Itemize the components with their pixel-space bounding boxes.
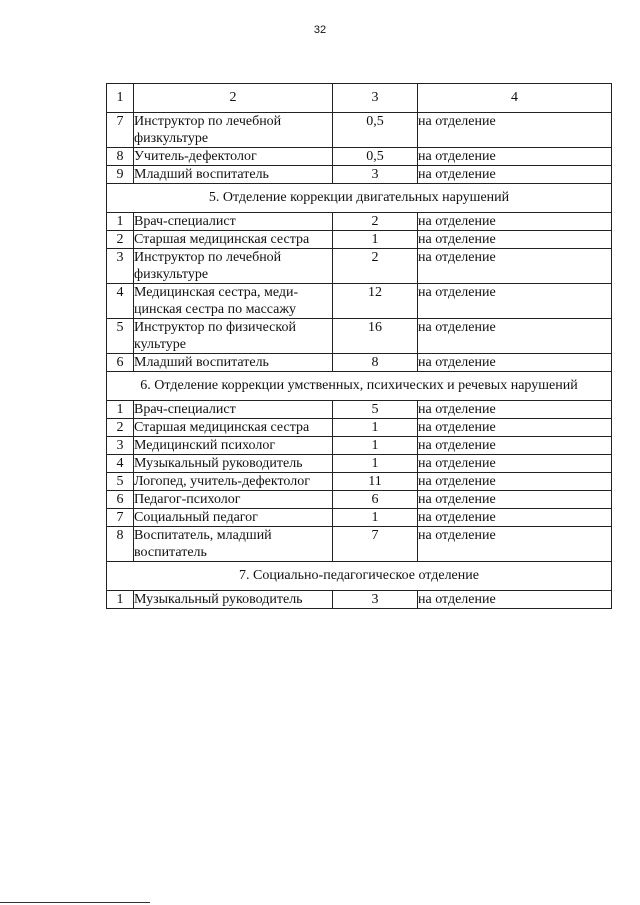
staff-unit: на отделение bbox=[418, 319, 612, 354]
row-number: 1 bbox=[107, 401, 134, 419]
staff-count: 2 bbox=[333, 249, 418, 284]
staff-unit: на отделение bbox=[418, 148, 612, 166]
table-row bbox=[107, 249, 612, 284]
row-number: 2 bbox=[107, 419, 134, 437]
row-number: 8 bbox=[107, 148, 134, 166]
position-name: Учитель-дефектолог bbox=[134, 148, 333, 166]
table-row bbox=[107, 455, 612, 473]
row-number: 4 bbox=[107, 284, 134, 319]
staff-unit: на отделение bbox=[418, 591, 612, 609]
staff-unit: на отделение bbox=[418, 249, 612, 284]
staff-unit: на отделение bbox=[418, 437, 612, 455]
row-number: 6 bbox=[107, 354, 134, 372]
table-header-row bbox=[107, 84, 612, 113]
staff-unit: на отделение bbox=[418, 455, 612, 473]
row-number: 5 bbox=[107, 473, 134, 491]
table-row bbox=[107, 491, 612, 509]
section-heading: 6. Отделение коррекции умственных, психических и речевых нарушений bbox=[107, 372, 612, 401]
row-number: 9 bbox=[107, 166, 134, 184]
staff-count: 0,5 bbox=[333, 148, 418, 166]
staff-count: 1 bbox=[333, 437, 418, 455]
table-row bbox=[107, 113, 612, 148]
staff-unit: на отделение bbox=[418, 527, 612, 562]
column-header: 3 bbox=[333, 84, 418, 113]
staff-count: 1 bbox=[333, 231, 418, 249]
table-row bbox=[107, 319, 612, 354]
row-number: 7 bbox=[107, 113, 134, 148]
staff-unit: на отделение bbox=[418, 113, 612, 148]
position-name: Старшая медицинская сестра bbox=[134, 419, 333, 437]
page-number: 32 bbox=[313, 24, 327, 36]
position-name: Инструктор по физической культуре bbox=[134, 319, 333, 354]
staff-unit: на отделение bbox=[418, 213, 612, 231]
position-name: Медицинский психолог bbox=[134, 437, 333, 455]
staff-unit: на отделение bbox=[418, 284, 612, 319]
staff-unit: на отделение bbox=[418, 401, 612, 419]
staff-unit: на отделение bbox=[418, 166, 612, 184]
position-name: Младший воспитатель bbox=[134, 166, 333, 184]
staff-count: 8 bbox=[333, 354, 418, 372]
staff-unit: на отделение bbox=[418, 419, 612, 437]
staff-unit: на отделение bbox=[418, 354, 612, 372]
position-name: Педагог-психолог bbox=[134, 491, 333, 509]
row-number: 1 bbox=[107, 213, 134, 231]
row-number: 2 bbox=[107, 231, 134, 249]
column-header: 1 bbox=[107, 84, 134, 113]
row-number: 3 bbox=[107, 249, 134, 284]
staff-count: 1 bbox=[333, 455, 418, 473]
position-name: Врач-специалист bbox=[134, 213, 333, 231]
position-name: Логопед, учитель-дефектолог bbox=[134, 473, 333, 491]
table-row bbox=[107, 354, 612, 372]
position-name: Инструктор по лечебной физкультуре bbox=[134, 113, 333, 148]
staff-count: 12 bbox=[333, 284, 418, 319]
staff-count: 1 bbox=[333, 419, 418, 437]
table-row bbox=[107, 419, 612, 437]
position-name: Социальный педагог bbox=[134, 509, 333, 527]
section-heading: 5. Отделение коррекции двигательных нарушений bbox=[107, 184, 612, 213]
table-row bbox=[107, 437, 612, 455]
position-name: Медицинская сестра, меди-цинская сестра по массажу bbox=[134, 284, 333, 319]
staff-count: 5 bbox=[333, 401, 418, 419]
staff-unit: на отделение bbox=[418, 509, 612, 527]
position-name: Старшая медицинская сестра bbox=[134, 231, 333, 249]
column-header: 4 bbox=[418, 84, 612, 113]
section-heading-row bbox=[107, 562, 612, 591]
staff-unit: на отделение bbox=[418, 231, 612, 249]
row-number: 7 bbox=[107, 509, 134, 527]
staff-count: 7 bbox=[333, 527, 418, 562]
table-row bbox=[107, 231, 612, 249]
table-row bbox=[107, 473, 612, 491]
column-header: 2 bbox=[134, 84, 333, 113]
staff-unit: на отделение bbox=[418, 473, 612, 491]
section-heading-row bbox=[107, 372, 612, 401]
table-row bbox=[107, 591, 612, 609]
position-name: Врач-специалист bbox=[134, 401, 333, 419]
position-name: Младший воспитатель bbox=[134, 354, 333, 372]
row-number: 6 bbox=[107, 491, 134, 509]
staff-count: 11 bbox=[333, 473, 418, 491]
row-number: 1 bbox=[107, 591, 134, 609]
table-row bbox=[107, 284, 612, 319]
staff-count: 6 bbox=[333, 491, 418, 509]
staff-unit: на отделение bbox=[418, 491, 612, 509]
position-name: Музыкальный руководитель bbox=[134, 591, 333, 609]
position-name: Воспитатель, младший воспитатель bbox=[134, 527, 333, 562]
row-number: 5 bbox=[107, 319, 134, 354]
staff-count: 3 bbox=[333, 591, 418, 609]
table-row bbox=[107, 527, 612, 562]
table-row bbox=[107, 509, 612, 527]
table-row bbox=[107, 148, 612, 166]
staff-count: 3 bbox=[333, 166, 418, 184]
table-row bbox=[107, 401, 612, 419]
row-number: 8 bbox=[107, 527, 134, 562]
table-row bbox=[107, 166, 612, 184]
staff-count: 0,5 bbox=[333, 113, 418, 148]
position-name: Музыкальный руководитель bbox=[134, 455, 333, 473]
staffing-table bbox=[106, 83, 612, 609]
section-heading: 7. Социально-педагогическое отделение bbox=[107, 562, 612, 591]
staff-count: 2 bbox=[333, 213, 418, 231]
row-number: 4 bbox=[107, 455, 134, 473]
row-number: 3 bbox=[107, 437, 134, 455]
position-name: Инструктор по лечебной физкультуре bbox=[134, 249, 333, 284]
table-row bbox=[107, 213, 612, 231]
section-heading-row bbox=[107, 184, 612, 213]
staff-count: 1 bbox=[333, 509, 418, 527]
footnote-divider bbox=[0, 902, 150, 903]
staff-count: 16 bbox=[333, 319, 418, 354]
